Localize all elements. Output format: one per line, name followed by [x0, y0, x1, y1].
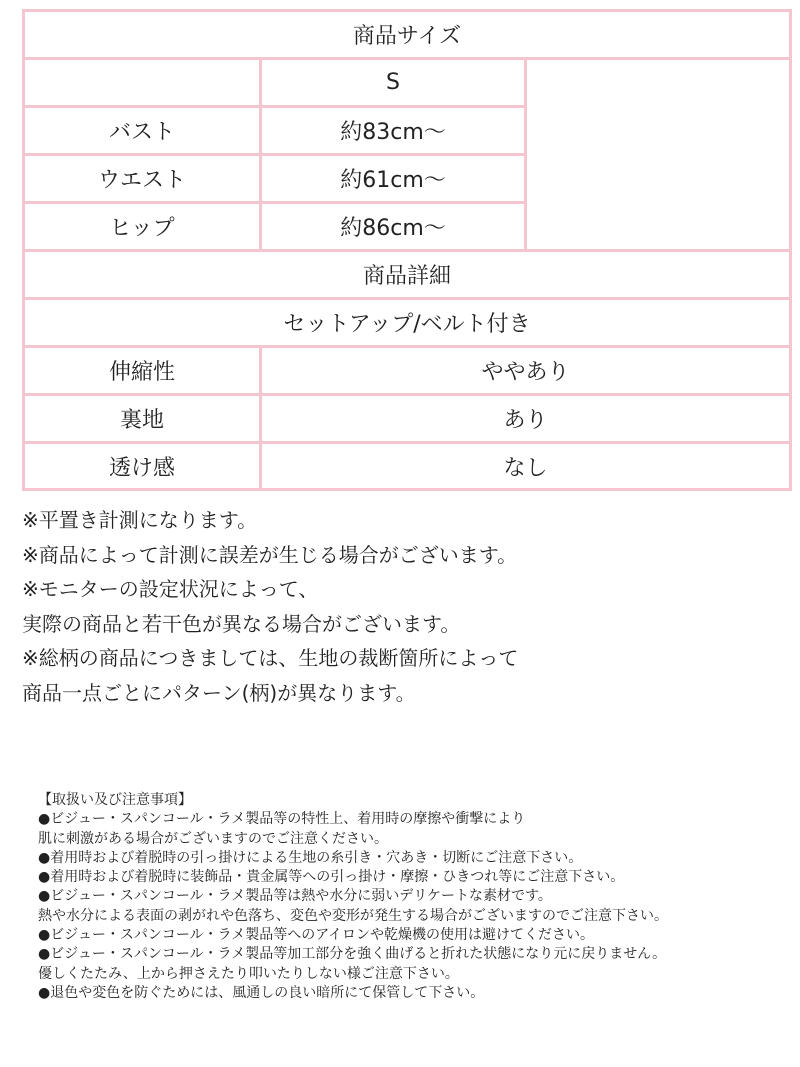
size-value-bust: 約83cm〜 [259, 105, 527, 156]
size-value-hip: 約86cm〜 [259, 201, 527, 252]
care-instructions [38, 791, 668, 1003]
care-line: ●退色や変色を防ぐためには、風通しの良い暗所にて保管して下さい。 [38, 984, 485, 1001]
care-line: ●ビジュー・スパンコール・ラメ製品等の特性上、着用時の摩擦や衝撃により [38, 811, 526, 828]
detail-table-subtitle: セットアップ/ベルト付き [22, 297, 792, 348]
note-line: ※商品によって計測に誤差が生じる場合がございます。 [22, 542, 518, 567]
detail-label-stretch: 伸縮性 [22, 345, 262, 396]
detail-value-sheerness: なし [259, 441, 792, 491]
detail-table-title: 商品詳細 [22, 249, 792, 300]
care-line: ●着用時および着脱時の引っ掛けによる生地の糸引き・穴あき・切断にご注意下さい。 [38, 849, 583, 866]
note-line: 実際の商品と若干色が異なる場合がございます。 [22, 611, 461, 636]
detail-label-lining: 裏地 [22, 393, 262, 444]
size-header-s: S [259, 57, 527, 108]
care-line: 熱や水分による表面の剥がれや色落ち、変色や変形が発生する場合がございますのでご注意下さい。 [38, 907, 668, 924]
care-line: 肌に刺激がある場合がございますのでご注意ください。 [38, 830, 388, 847]
size-label-waist: ウエスト [22, 153, 262, 204]
note-line: ※モニターの設定状況によって、 [22, 577, 319, 601]
size-label-hip: ヒップ [22, 201, 262, 252]
product-info-table [22, 9, 792, 491]
care-line: ●着用時および着脱時に装飾品・貴金属等への引っ掛け・摩擦・ひきつれ等にご注意下さい。 [38, 869, 625, 886]
size-value-waist: 約61cm〜 [259, 153, 527, 204]
detail-value-stretch: ややあり [259, 345, 792, 396]
size-header-blank [22, 57, 262, 108]
measurement-notes [22, 503, 518, 710]
care-line: ●ビジュー・スパンコール・ラメ製品等へのアイロンや乾燥機の使用は避けてください。 [38, 927, 594, 944]
size-label-bust: バスト [22, 105, 262, 156]
note-line: ※平置き計測になります。 [22, 508, 258, 532]
care-line: ●ビジュー・スパンコール・ラメ製品等加工部分を強く曲げると折れた状態になり元に戻りません。 [38, 946, 667, 963]
note-line: 商品一点ごとにパターン(柄)が異なります。 [22, 680, 416, 705]
detail-label-sheerness: 透け感 [22, 441, 262, 491]
note-line: ※総柄の商品につきましては、生地の裁断箇所によって [22, 646, 519, 670]
detail-value-lining: あり [259, 393, 792, 444]
care-heading: 【取扱い及び注意事項】 [38, 792, 192, 808]
size-table-title: 商品サイズ [22, 9, 792, 60]
care-line: 優しくたたみ、上から押さえたり叩いたりしない様ご注意下さい。 [38, 965, 459, 982]
size-empty-column [524, 57, 792, 252]
care-line: ●ビジュー・スパンコール・ラメ製品等は熱や水分に弱いデリケートな素材です。 [38, 888, 552, 905]
